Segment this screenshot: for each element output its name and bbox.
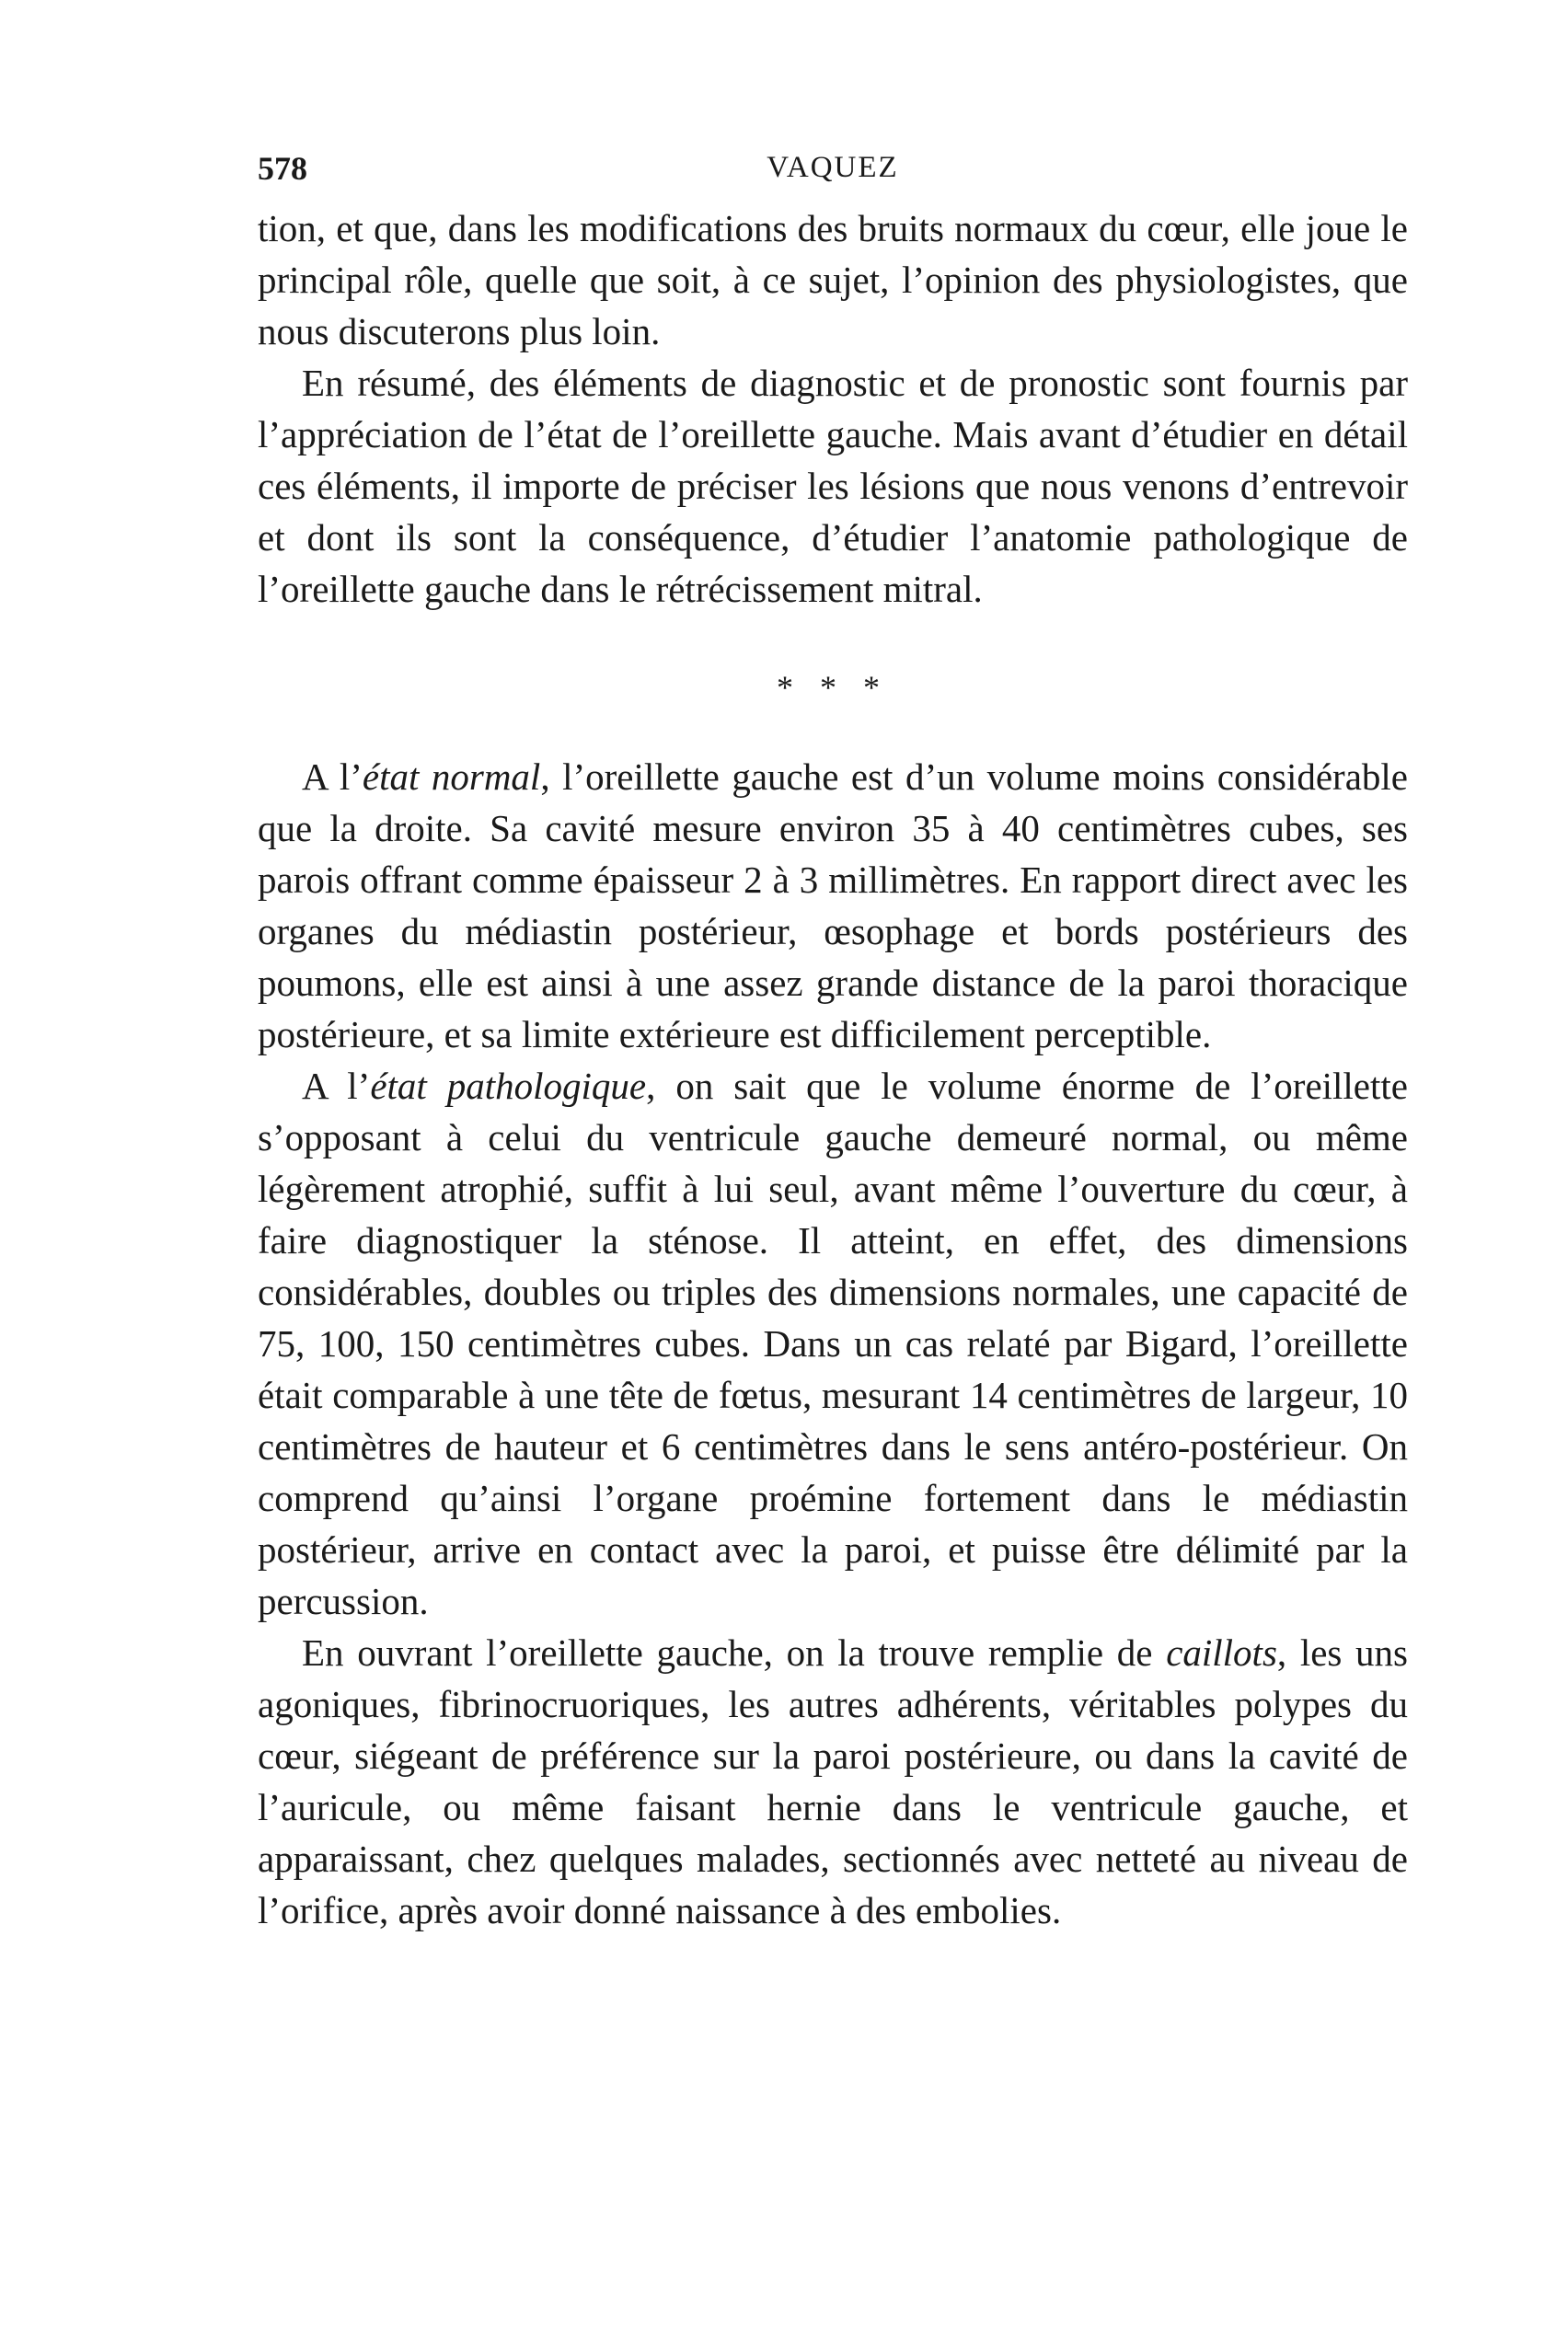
text-run: tion, et que, dans les modifications des bruits normaux du cœur, elle joue le principal rôle, quelle que soit, à ce sujet, l’opinion des physiologistes, que nous discuterons plus loin. — [258, 207, 1408, 352]
page-header — [258, 138, 1408, 202]
text-run: , on sait que le volume énorme de l’oreillette s’opposant à celui du ventricule gauche demeuré normal, ou même légèrement atrophié, suffit à lui seul, avant même l’ouverture du cœur, à faire diagnostiquer la sténose. Il atteint, en effet, des dimensions considérables, doubles ou triples des dimensions normales, une capacité de 75, 100, 150 centimètres cubes. Dans un cas relaté par Bigard, l’oreillette était comparable à une tête de fœtus, mesurant 14 centimètres de largeur, 10 centimètres de hauteur et 6 centimètres dans le sens antéro-postérieur. On comprend qu’ainsi l’organe proémine fortement dans le médiastin postérieur, arrive en contact avec la paroi, et puisse être délimité par la percussion. — [258, 1065, 1408, 1622]
text-run: En résumé, des éléments de diagnostic et de pronostic sont fournis par l’appréciation de l’état de l’oreillette gauche. Mais avant d’étudier en détail ces éléments, il importe de préciser les lésions que nous venons d’entrevoir et dont ils sont la conséquence, d’étudier l’anatomie pathologique de l’oreillette gauche dans le rétrécissement mitral. — [258, 362, 1408, 610]
text-run: A l’ — [302, 755, 363, 798]
paragraph — [258, 1060, 1408, 1627]
section-after-break — [258, 751, 1408, 1936]
page-number: 578 — [258, 150, 307, 187]
book-page — [258, 138, 1408, 1936]
running-title: VAQUEZ — [767, 151, 899, 184]
italic-term: état pathologique — [370, 1065, 647, 1107]
text-run: , l’oreillette gauche est d’un volume moins considérable que la droite. Sa cavité mesure environ 35 à 40 centimètres cubes, ses parois offrant comme épaisseur 2 à 3 millimètres. En rapport direct avec les organes du médiastin postérieur, œsophage et bords postérieurs des poumons, elle est ainsi à une assez grande distance de la paroi thoracique postérieure, et sa limite extérieure est difficilement perceptible. — [258, 755, 1408, 1055]
text-run: En ouvrant l’oreillette gauche, on la trouve remplie de — [302, 1631, 1167, 1674]
section-break-asterism: * * * — [777, 669, 889, 706]
paragraph — [258, 357, 1408, 615]
body-text — [258, 202, 1408, 1936]
text-run: A l’ — [302, 1065, 371, 1107]
italic-term: caillots — [1166, 1631, 1277, 1674]
text-run: , les uns agoniques, fibrinocruoriques, les autres adhérents, véritables polypes du cœur, siégeant de préférence sur la paroi postérieure, ou dans la cavité de l’auricule, ou même faisant hernie dans le ventricule gauche, et apparaissant, chez quelques malades, sectionnés avec netteté au niveau de l’orifice, après avoir donné naissance à des embolies. — [258, 1631, 1408, 1931]
paragraph — [258, 1627, 1408, 1936]
paragraph — [258, 751, 1408, 1060]
paragraph — [258, 202, 1408, 357]
section-before-break — [258, 202, 1408, 615]
italic-term: état normal — [362, 755, 541, 798]
